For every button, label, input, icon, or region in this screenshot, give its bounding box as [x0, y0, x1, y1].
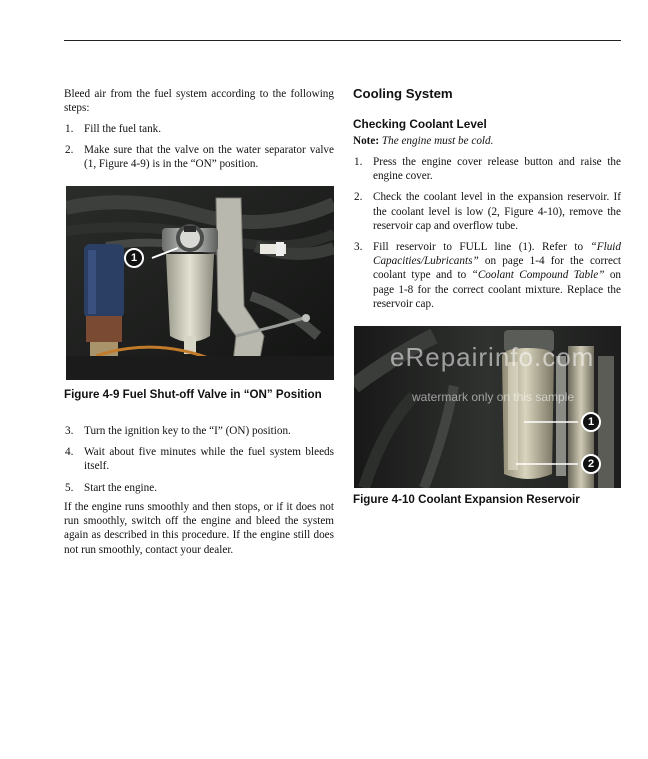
subsection-title: Checking Coolant Level	[353, 117, 487, 131]
callout-1: 1	[581, 412, 601, 432]
list-item: 3. Turn the ignition key to the “I” (ON) position.	[65, 425, 291, 437]
bleed-steps-1	[64, 122, 334, 172]
note: Note: The engine must be cold.	[353, 135, 494, 147]
fuel-shutoff-valve-photo	[66, 186, 334, 380]
section-title: Cooling System	[353, 86, 453, 101]
watermark-sub: watermark only on this sample	[412, 390, 575, 404]
list-item: 1. Press the engine cover release button and raise the engine cover.	[354, 156, 621, 183]
list-item: 1. Fill the fuel tank.	[65, 123, 162, 135]
list-item: 5. Start the engine.	[65, 481, 158, 494]
list-item: 3. Fill reservoir to FULL line (1). Refer to “Fluid Capacities/Lubricants” on page 1-4 for the correct coolant type and to “Coolant Compound Table” on page 1-8 for the correct coolant mixture. Replace the reservoir cap.	[354, 241, 622, 310]
ref-fluid-capacities: “Fluid Capacities/Lubricants”	[373, 241, 621, 268]
callout-1: 1	[124, 248, 144, 268]
bleed-steps-2	[64, 424, 334, 495]
header-rule	[64, 40, 621, 41]
figure-4-9-caption: Figure 4-9 Fuel Shut-off Valve in “ON” Position	[64, 388, 322, 401]
bleed-closing: If the engine runs smoothly and then stops, or if it does not run smoothly, switch off the engine and bleed the system again as described in this procedure. If the engine still does not run smoothly, contact your dealer.	[64, 501, 334, 556]
watermark: eRepairinfo.com	[390, 342, 595, 372]
coolant-steps	[353, 155, 621, 311]
coolant-reservoir-photo	[354, 326, 621, 488]
figure-4-10-caption: Figure 4-10 Coolant Expansion Reservoir	[353, 493, 580, 506]
list-item: 4. Wait about five minutes while the fuel system bleeds itself.	[65, 446, 334, 473]
fuel-valve-illustration	[66, 186, 334, 380]
list-item: 2. Check the coolant level in the expansion reservoir. If the coolant level is low (2, Figure 4-10), remove the reservoir cap and overflow tube.	[354, 191, 621, 232]
bleed-intro: Bleed air from the fuel system according to the following steps:	[64, 88, 334, 115]
list-item: 2. Make sure that the valve on the water separator valve (1, Figure 4-9) is in the “ON” position.	[65, 144, 334, 171]
callout-2: 2	[581, 454, 601, 474]
ref-coolant-compound: “Coolant Compound Table”	[471, 269, 605, 282]
